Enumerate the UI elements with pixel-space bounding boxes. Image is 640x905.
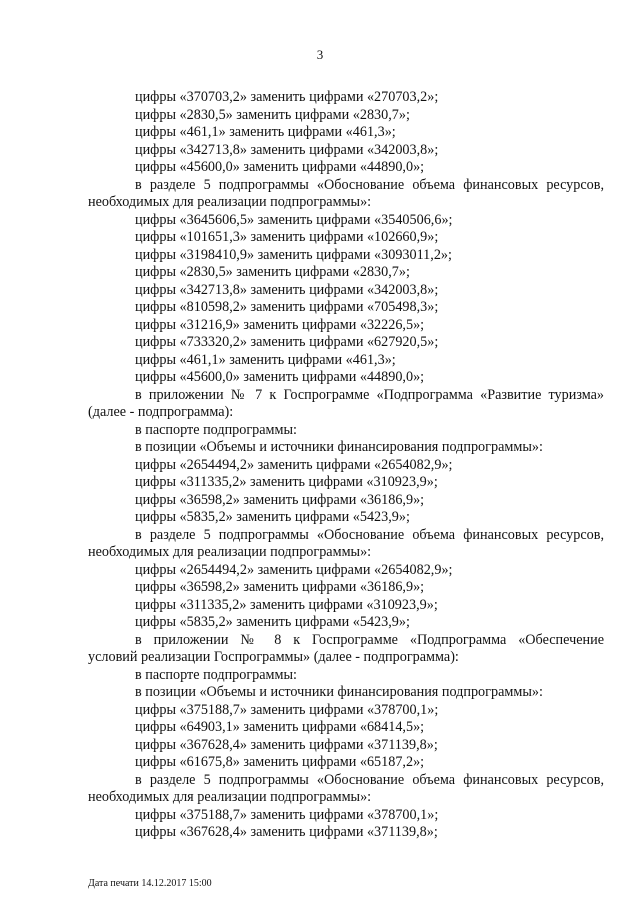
text-line: цифры «367628,4» заменить цифрами «371139,8»; bbox=[135, 736, 438, 753]
page-number: 3 bbox=[316, 47, 324, 62]
text-line: условий реализации Госпрограммы» (далее - подпрограмма): bbox=[88, 649, 459, 665]
text-line: в разделе 5 подпрограммы «Обоснование объема финансовых ресурсов, bbox=[135, 526, 604, 543]
text-line: в разделе 5 подпрограммы «Обоснование объема финансовых ресурсов, bbox=[135, 771, 604, 788]
text-line: цифры «5835,2» заменить цифрами «5423,9»; bbox=[135, 614, 410, 630]
text-line: цифры «61675,8» заменить цифрами «65187,2»; bbox=[135, 754, 425, 770]
text-line: цифры «342713,8» заменить цифрами «342003,8»; bbox=[135, 141, 439, 158]
text-line: в позиции «Объемы и источники финансирования подпрограммы»: bbox=[135, 439, 543, 455]
document-body bbox=[88, 89, 604, 842]
text-line: цифры «2830,5» заменить цифрами «2830,7»; bbox=[135, 106, 410, 123]
text-line: необходимых для реализации подпрограммы»: bbox=[88, 789, 372, 805]
text-line: цифры «461,1» заменить цифрами «461,3»; bbox=[135, 124, 396, 140]
text-line: цифры «375188,7» заменить цифрами «378700,1»; bbox=[135, 806, 439, 823]
text-line: цифры «36598,2» заменить цифрами «36186,9»; bbox=[135, 579, 425, 595]
text-line: в паспорте подпрограммы: bbox=[135, 666, 297, 683]
text-line: цифры «3198410,9» заменить цифрами «3093011,2»; bbox=[135, 246, 452, 263]
text-line: цифры «101651,3» заменить цифрами «102660,9»; bbox=[135, 229, 439, 245]
text-line: цифры «311335,2» заменить цифрами «310923,9»; bbox=[135, 596, 438, 613]
text-line: цифры «2654494,2» заменить цифрами «2654082,9»; bbox=[135, 456, 453, 473]
text-line: цифры «370703,2» заменить цифрами «270703,2»; bbox=[135, 89, 439, 105]
text-line: цифры «2654494,2» заменить цифрами «2654082,9»; bbox=[135, 561, 453, 578]
text-line: цифры «367628,4» заменить цифрами «371139,8»; bbox=[135, 824, 438, 840]
text-line: цифры «45600,0» заменить цифрами «44890,0»; bbox=[135, 159, 425, 175]
text-line: цифры «45600,0» заменить цифрами «44890,0»; bbox=[135, 369, 425, 385]
text-line: цифры «461,1» заменить цифрами «461,3»; bbox=[135, 351, 396, 368]
print-date-footer: Дата печати 14.12.2017 15:00 bbox=[88, 878, 212, 889]
text-line: цифры «31216,9» заменить цифрами «32226,5»; bbox=[135, 316, 425, 333]
text-line: цифры «810598,2» заменить цифрами «705498,3»; bbox=[135, 299, 439, 315]
text-line: цифры «36598,2» заменить цифрами «36186,9»; bbox=[135, 491, 425, 508]
text-line: (далее - подпрограмма): bbox=[88, 404, 234, 420]
text-line: в позиции «Объемы и источники финансирования подпрограммы»: bbox=[135, 684, 543, 700]
text-line: в приложении № 8 к Госпрограмме «Подпрограмма «Обеспечение bbox=[135, 631, 604, 648]
text-line: необходимых для реализации подпрограммы»: bbox=[88, 544, 372, 560]
text-line: цифры «5835,2» заменить цифрами «5423,9»; bbox=[135, 509, 410, 525]
text-line: цифры «3645606,5» заменить цифрами «3540506,6»; bbox=[135, 211, 453, 228]
text-line: в разделе 5 подпрограммы «Обоснование объема финансовых ресурсов, bbox=[135, 176, 604, 193]
text-line: цифры «342713,8» заменить цифрами «342003,8»; bbox=[135, 281, 439, 298]
text-line: необходимых для реализации подпрограммы»: bbox=[88, 194, 372, 210]
text-line: цифры «311335,2» заменить цифрами «310923,9»; bbox=[135, 474, 438, 490]
text-line: цифры «733320,2» заменить цифрами «627920,5»; bbox=[135, 334, 439, 350]
text-line: в приложении № 7 к Госпрограмме «Подпрограмма «Развитие туризма» bbox=[135, 386, 604, 403]
text-line: цифры «2830,5» заменить цифрами «2830,7»; bbox=[135, 264, 410, 280]
text-line: цифры «375188,7» заменить цифрами «378700,1»; bbox=[135, 701, 439, 718]
text-line: в паспорте подпрограммы: bbox=[135, 421, 297, 438]
text-line: цифры «64903,1» заменить цифрами «68414,5»; bbox=[135, 719, 425, 735]
